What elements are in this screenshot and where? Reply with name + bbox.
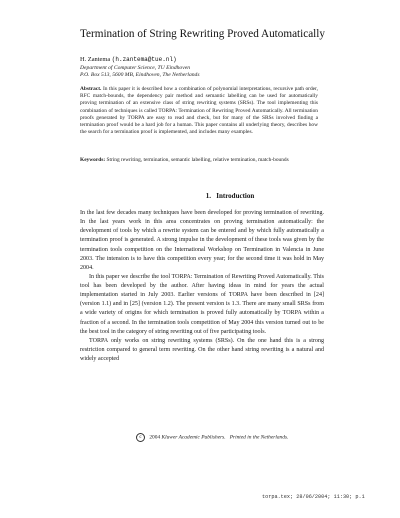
paragraph: In this paper we describe the tool TORPA: Termination of Rewriting Proved Automatically. This tool has been developed by the author. After having ideas in mind for years the actual implementation started in July 2003. Earlier versions of TORPA have been described in [24] (version 1.1) and in [25] (version 1.2). The present version is 1.3. There are many small SRSs from a wide variety of origins for which termination is proved fully automatically by TORPA within a fraction of a second. In the termination tools competition of May 2004 this version turned out to be the best tool in the category of string rewriting out of five participating tools. (80, 273, 324, 335)
keywords-text: String rewriting, termination, semantic labelling, relative termination, match-bounds (106, 157, 289, 163)
affiliation-address: P.O. Box 513, 5600 MB, Eindhoven, The Netherlands (80, 72, 200, 78)
body-text (80, 209, 324, 364)
author-line (80, 56, 380, 63)
abstract-text: In this paper it is described how a combination of polynomial interpretations, recursive path order, RFC match-bounds, the dependency pair method and semantic labelling can be used for automatically proving termination of an extensive class of string rewriting systems (SRSs). The tool implementing this combination of techniques is called TORPA: Termination of Rewriting Proved Automatically. All termination proofs generated by TORPA are easy to read and check, but for many of the SRSs involved finding a termination proof would be a hard job for a human. This paper contains all underlying theory, describes how the search for a termination proof is implemented, and includes many examples. (80, 86, 318, 136)
keywords (80, 157, 318, 164)
section-heading (80, 192, 380, 200)
page-footer: torpa.tex; 28/06/2004; 11:30; p.1 (262, 494, 365, 500)
section-title: Introduction (216, 192, 255, 200)
author-name: H. Zantema (80, 56, 111, 63)
copyright-line (136, 433, 356, 442)
affiliation-department: Department of Computer Science, TU Eindhoven (80, 65, 190, 71)
abstract (80, 86, 318, 136)
copyright-printed: Printed in the Netherlands. (229, 434, 289, 441)
section-number: 1. (205, 192, 211, 200)
copyright-publisher: Kluwer Academic Publishers. (161, 434, 226, 441)
paper-title: Termination of String Rewriting Proved Automatically (80, 28, 325, 40)
keywords-label: Keywords: (80, 157, 106, 163)
author-email: (h.zantema@tue.nl) (111, 56, 177, 63)
paragraph: In the last few decades many techniques have been developed for proving termination of rewriting. In the last years work in this area concentrates on proving termination automatically: the development of tools by which a rewrite system can be entered and by which fully automatically a termination proof is generated. A strong impulse in the development of these tools was given by the termination tools competition on the International Workshop on Termination in Valencia in June 2003. The intension is to have this competition every year; for the second time it was hold in May 2004. (80, 210, 324, 271)
abstract-label: Abstract. (80, 86, 102, 92)
copyright-year: 2004 (149, 434, 161, 441)
paragraph: TORPA only works on string rewriting systems (SRSs). On the one hand this is a strong restriction compared to general term rewriting. On the other hand string rewriting is a natural and widely accepted (80, 337, 324, 362)
copyright-icon: c (136, 433, 145, 442)
